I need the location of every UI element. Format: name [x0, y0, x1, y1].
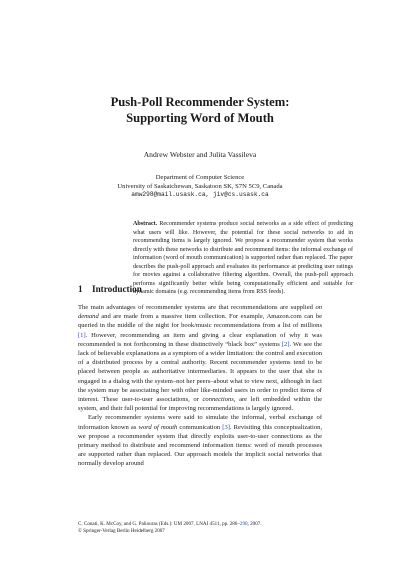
copyright-notice: © Springer-Verlag Berlin Heidelberg 2007 [78, 528, 165, 535]
p2-text-a: Early recommender systems were said to simulate the informal, verbal exchange of information known as [78, 414, 322, 431]
body-text [78, 303, 322, 469]
author-emails: amw298@mail.usask.ca, jiv@cs.usask.ca [131, 191, 269, 199]
p2-emphasis-word-of-mouth: word of mouth [138, 423, 178, 431]
footer [78, 521, 322, 535]
citation-link[interactable]: [2] [281, 340, 290, 348]
abstract-label: Abstract. [133, 221, 158, 227]
department: Department of Computer Science [155, 174, 245, 181]
p2-text-c: . Revisiting this conceptualization, we propose a recommender system that directly exploits user-to-user connections as the primary method to distribute and recommend information items: word of mouth processes are supported rather than replaced. Our approach models the implicit social networks that normally develop around [78, 423, 323, 468]
p1-text-c: . However, recommending an item and giving a clear explanation of why it was recommended is not forthcoming in these distinctively “black box” systems [78, 331, 322, 348]
citation-link[interactable]: [3] [222, 423, 230, 431]
paper-title [0, 94, 400, 126]
footer-text-b: , 2007. [247, 521, 262, 527]
section-title: Introduction [92, 284, 142, 294]
p1-text-d: . We see the lack of believable explanations as a symptom of a wider limitation: the control and execution of a distributed process by a central authority. Recent recommender systems tend to be placed between people as authoritative intermediaries. It appears to the user that she is engaged in a dialog with the system–not her peers–about what to view next, although in fact the system may be associating her with other like-minded users in order to predict items of interest. These user-to-user associations, or [78, 340, 323, 404]
p1-emphasis-on-demand: on demand [78, 304, 322, 321]
citation-link[interactable]: [1] [78, 331, 86, 339]
section-heading [78, 284, 142, 294]
paragraph-1 [78, 303, 322, 413]
p2-text-b: communication [177, 423, 223, 431]
title-line-2: Supporting Word of Mouth [126, 111, 274, 125]
authors: Andrew Webster and Julita Vassileva [143, 150, 257, 159]
p1-text-b: and are made from a massive item collection. For example, Amazon.com can be queried in the middle of the night for book/music recommendations from a list of millions [78, 313, 322, 330]
abstract-text: Recommender systems produce social networks as a side effect of predicting what users will like. However, the potential for these social networks to aid in recommending items is largely ignored. We propose a recommender system that works directly with these networks to distribute and recommend items: the informal exchange of information (word of mouth communication) is supported rather than replaced. The paper describes the push-poll approach and evaluates its performance at predicting user ratings for movies against a collaborative filtering algorithm. Overall, the push-poll approach performs significantly better while being computationally efficient and suitable for dynamic domains (e.g. recommending items from RSS feeds). [133, 221, 353, 296]
p1-text-a: The main advantages of recommender systems are that recommendations are supplied [78, 304, 316, 311]
p1-emphasis-connections: connections [202, 396, 234, 404]
affiliation [0, 174, 400, 200]
page-link[interactable]: 290 [239, 521, 248, 527]
p1-text-e: , are left embedded within the system, and their full potential for improving recommendations is largely ignored. [78, 396, 323, 413]
paragraph-2 [78, 413, 322, 468]
university: University of Saskatchewan, Saskatoon SK, S7N 5C9, Canada [117, 182, 283, 190]
footer-text-a: C. Conati, K. McCoy, and G. Paliouras (Eds.): UM 2007, LNAI 4511, pp. 286– [78, 521, 240, 527]
abstract [133, 220, 353, 297]
section-number: 1 [78, 284, 83, 294]
title-line-1: Push-Poll Recommender System: [110, 95, 290, 109]
